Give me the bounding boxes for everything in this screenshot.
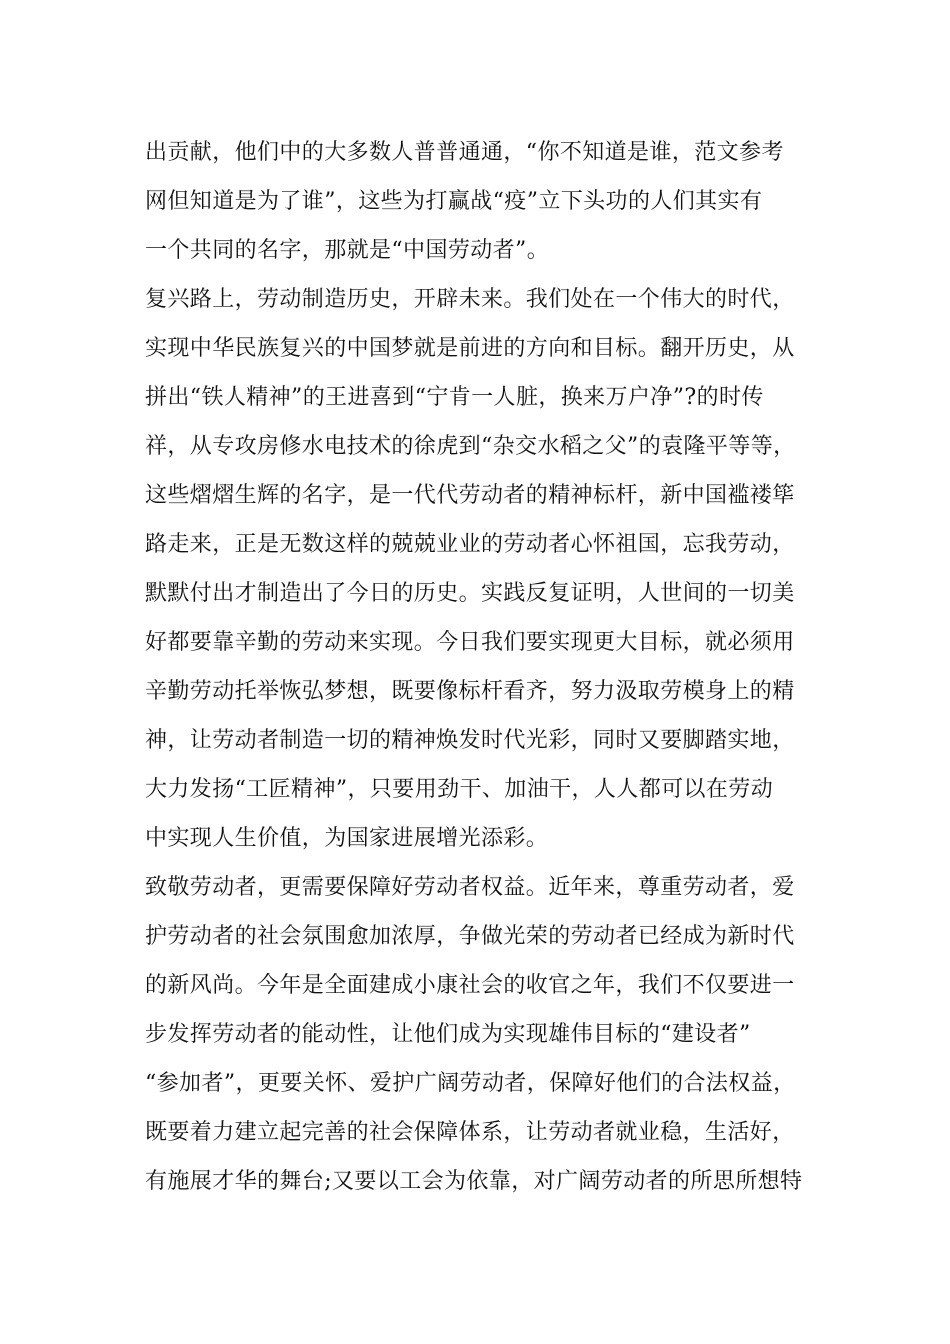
text-line: 既要着力建立起完善的社会保障体系，让劳动者就业稳，生活好， (145, 1120, 795, 1145)
text-line: 拼出“铁人精神”的王进喜到“宁肯一人脏，换来万户净”?的时传 (145, 385, 764, 410)
text-line: 护劳动者的社会氛围愈加浓厚，争做光荣的劳动者已经成为新时代 (145, 924, 795, 949)
text-line: 网但知道是为了谁”，这些为打赢战“疫”立下头功的人们其实有 (145, 189, 763, 214)
text-line: 好都要靠辛勤的劳动来实现。今日我们要实现更大目标，就必须用 (145, 630, 795, 655)
text-line: 出贡献，他们中的大多数人普普通通，“你不知道是谁，范文参考 (145, 140, 784, 165)
text-line: 大力发扬“工匠精神”，只要用劲干、加油干，人人都可以在劳动 (145, 777, 774, 802)
text-line: 一个共同的名字，那就是“中国劳动者”。 (145, 238, 550, 263)
text-line: 神，让劳动者制造一切的精神焕发时代光彩，同时又要脚踏实地， (145, 728, 795, 753)
text-line: 致敬劳动者，更需要保障好劳动者权益。近年来，尊重劳动者，爱 (145, 875, 795, 900)
text-line: 这些熠熠生辉的名字，是一代代劳动者的精神标杆，新中国褴褛筚 (145, 483, 795, 508)
text-line: 默默付出才制造出了今日的历史。实践反复证明，人世间的一切美 (145, 581, 795, 606)
text-line: 实现中华民族复兴的中国梦就是前进的方向和目标。翻开历史，从 (145, 336, 795, 361)
text-line: 的新风尚。今年是全面建成小康社会的收官之年，我们不仅要进一 (145, 973, 795, 998)
text-line: 辛勤劳动托举恢弘梦想，既要像标杆看齐，努力汲取劳模身上的精 (145, 679, 795, 704)
text-line: 复兴路上，劳动制造历史，开辟未来。我们处在一个伟大的时代， (145, 287, 795, 312)
text-line: 路走来，正是无数这样的兢兢业业的劳动者心怀祖国，忘我劳动， (145, 532, 795, 557)
document-body (145, 128, 835, 1206)
text-line: “参加者”，更要关怀、爱护广阔劳动者，保障好他们的合法权益， (145, 1071, 796, 1096)
text-line: 祥，从专攻房修水电技术的徐虎到“杂交水稻之父”的袁隆平等等， (145, 434, 796, 459)
text-line: 有施展才华的舞台;又要以工会为依靠，对广阔劳动者的所思所想特 (145, 1169, 803, 1194)
text-line: 步发挥劳动者的能动性，让他们成为实现雄伟目标的“建设者” (145, 1022, 751, 1047)
text-line: 中实现人生价值，为国家进展增光添彩。 (145, 826, 549, 851)
